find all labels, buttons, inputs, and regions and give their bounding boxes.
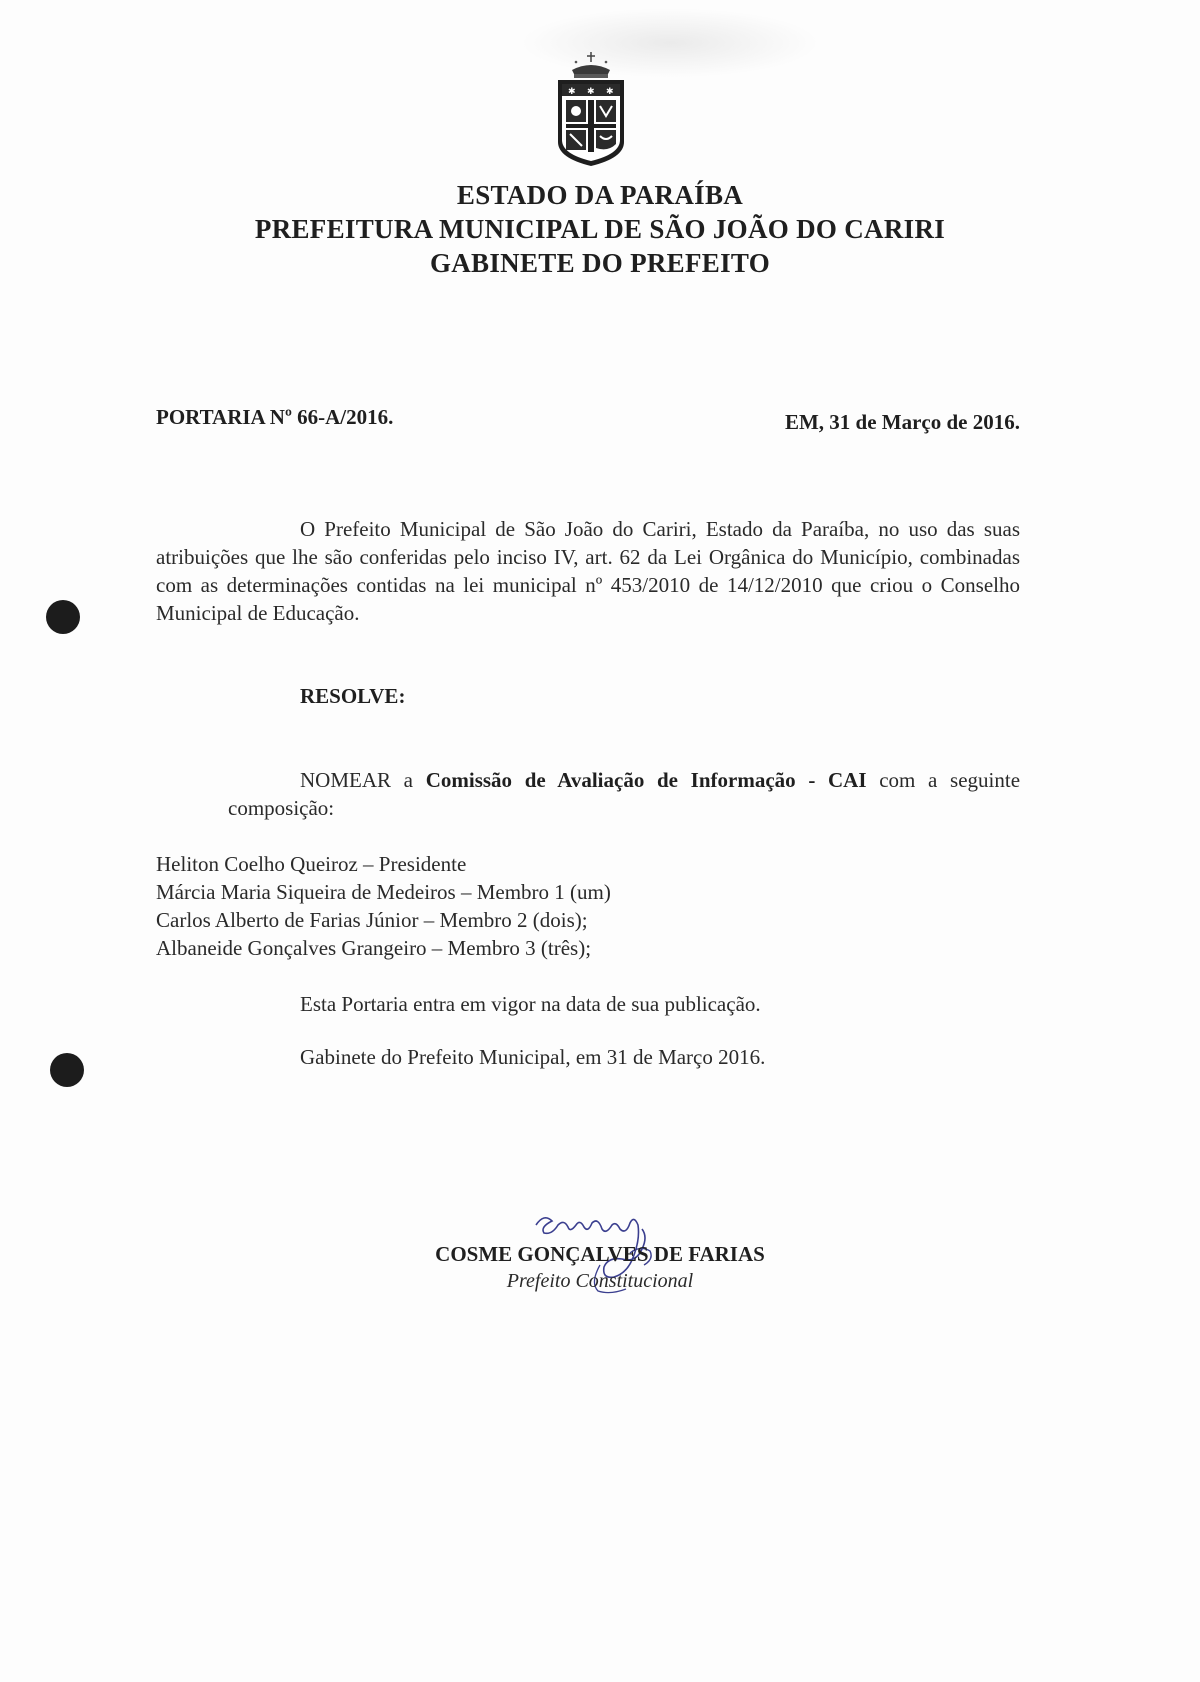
header-municipality: PREFEITURA MUNICIPAL DE SÃO JOÃO DO CARIRI: [254, 214, 946, 244]
portaria-number: PORTARIA Nº 66-A/2016.: [156, 405, 394, 429]
member-list: [156, 850, 611, 962]
svg-text:✱: ✱: [606, 87, 614, 97]
svg-text:✱: ✱: [568, 87, 576, 97]
list-item: Heliton Coelho Queiroz – Presidente: [156, 852, 467, 876]
nomear-prefix: NOMEAR a: [300, 768, 414, 792]
list-item: Márcia Maria Siqueira de Medeiros – Membro 1 (um): [156, 880, 611, 904]
list-item: Carlos Alberto de Farias Júnior – Membro 2 (dois);: [156, 908, 588, 932]
header-state: ESTADO DA PARAÍBA: [456, 180, 744, 210]
letterhead: [150, 178, 1050, 280]
signer-name: COSME GONÇALVES DE FARIAS: [435, 1242, 765, 1266]
punch-hole: [50, 1053, 84, 1087]
commission-name: Comissão de Avaliação de Informação - CAI: [425, 768, 867, 792]
coat-of-arms-icon: [548, 50, 634, 168]
document-date: EM, 31 de Março de 2016.: [784, 410, 1020, 434]
effective-clause: Esta Portaria entra em vigor na data de sua publicação.: [300, 992, 761, 1016]
signer-title: Prefeito Constitucional: [506, 1270, 694, 1292]
resolve-heading: RESOLVE:: [300, 684, 406, 708]
header-office: GABINETE DO PREFEITO: [429, 248, 771, 278]
punch-hole: [46, 600, 80, 634]
nomear-paragraph: [228, 766, 1020, 822]
closing-line: Gabinete do Prefeito Municipal, em 31 de Março 2016.: [300, 1045, 766, 1069]
svg-text:✱: ✱: [587, 87, 595, 97]
preamble-paragraph: O Prefeito Municipal de São João do Cariri, Estado da Paraíba, no uso das suas atribuições que lhe são conferidas pelo inciso IV, art. 62 da Lei Orgânica do Município, combinadas com as determinações contidas na lei municipal nº 453/2010 de 14/12/2010 que criou o Conselho Municipal de Educação.: [156, 517, 1020, 625]
list-item: Albaneide Gonçalves Grangeiro – Membro 3 (três);: [156, 936, 592, 960]
nomear-suffix: com a seguinte composição:: [228, 768, 1021, 820]
